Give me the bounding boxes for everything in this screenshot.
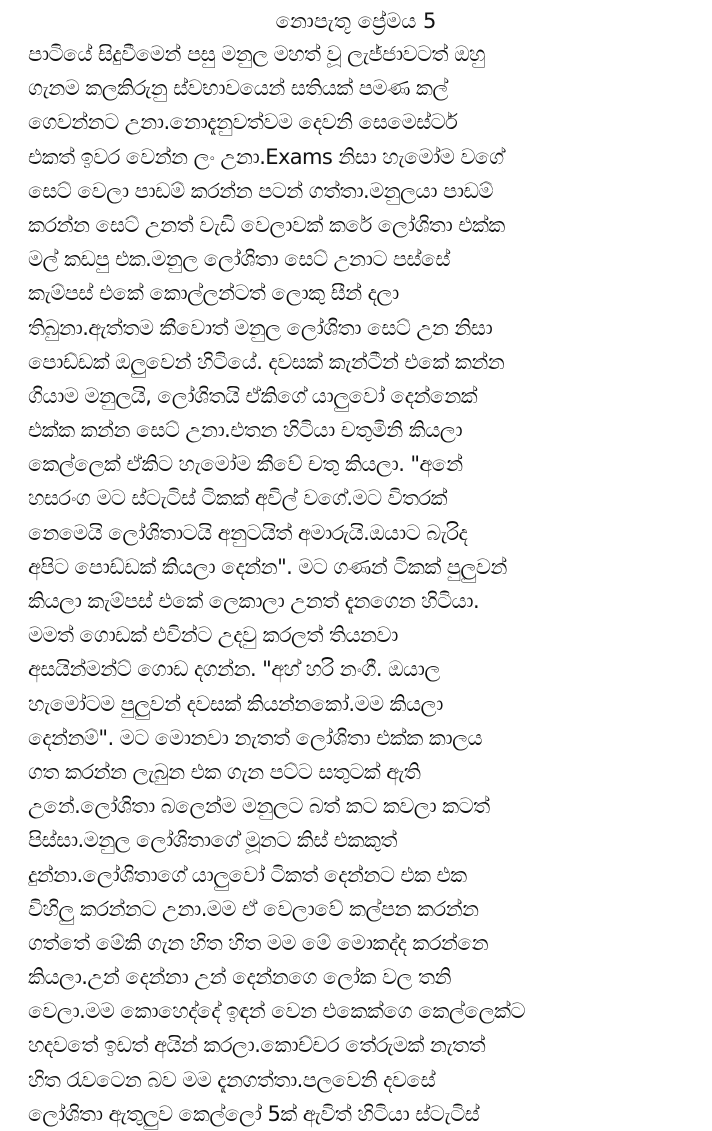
story-line: තිබුනා.ඇත්තම කීවොත් මනුල ලෝශිතා සෙට් උන නිසා bbox=[28, 315, 493, 340]
story-line: සෙට් වෙලා පාඩම් කරන්න පටන් ගත්තා.මනුලයා පාඩම් bbox=[28, 178, 493, 203]
story-line: ගැනම කලකිරුනු ස්වභාවයෙන් සතියක් පමණ කල් bbox=[28, 76, 448, 101]
story-line: හදවතේ ඉඩත් අයින් කරලා.කොච්චර තේරුමක් නැතත් bbox=[28, 1033, 486, 1058]
story-line: පිස්සා.මනුල ලෝශිතාගේ මූනට කිස් එකකුත් bbox=[28, 828, 397, 853]
story-line: දෙන්නම්". මට මොනවා නැතත් ලෝශිතා එක්ක කාලය bbox=[28, 725, 483, 750]
story-line: මල් කඩපු එක.මනුල ලෝශිතා සෙට් උනාට පස්සේ bbox=[28, 247, 450, 272]
story-line: කරන්න සෙට් උනත් වැඩි වෙලාවක් කරේ ලෝශිතා එක්ක bbox=[28, 212, 505, 237]
story-line: අපිට පොඩ්ඩක් කියලා දෙන්න". මට ගණන් ටිකක් පුලුවන් bbox=[28, 554, 507, 579]
story-line: කැම්පස් එකේ කොල්ලන්ටත් ලොකු සීන් දලා bbox=[28, 281, 399, 306]
story-line: විහිලු කරන්නට උනා.මම ඒ වෙලාවේ කල්පන කරන්න bbox=[28, 896, 479, 921]
story-body bbox=[28, 37, 704, 1131]
story-line: කියලා කැම්පස් එකේ ලෙකාලා උනත් දැනගෙන හිටියා. bbox=[28, 589, 480, 613]
story-line: කෙල්ලෙක් ඒකිට හැමෝම කීවේ චතු කියලා. "අනේ bbox=[28, 452, 463, 477]
story-line: ගත්තේ මේකි ගැන හිත හිත මම මේ මොකද්ද කරන්නෙ bbox=[28, 930, 489, 955]
story-line: කියලා.උන් දෙන්නා උන් දෙන්නගෙ ලෝක වල තනි bbox=[28, 965, 451, 990]
story-line: ගත කරන්න ලැබුන එක ගැන පට්ට සතුටක් ඇති bbox=[28, 759, 421, 784]
story-line: හසරංග මට ස්ටැටිස් ටිකක් අවිල් වගේ.මට විතරක් bbox=[28, 486, 447, 511]
story-line: ගියාම මනුලයි, ලෝශිතයි ඒකිගේ යාලුවෝ දෙන්නෙක් bbox=[28, 383, 478, 408]
story-line: දුන්නා.ලෝශිතාගේ යාලුවෝ ටිකත් දෙන්නට එක එක bbox=[28, 862, 467, 887]
story-title: නොපැතූ ප්‍රේමය 5 bbox=[275, 9, 437, 33]
story-line: ලෝශිතා ඇතුලුව කෙල්ලෝ 5ක් ඇවිත් හිටියා ස්ටැටිස් bbox=[28, 1101, 480, 1126]
story-line: හිත රැවටෙන බව මම දැනගත්තා.පලවෙනි දවසේ bbox=[28, 1067, 436, 1092]
story-line: නෙමෙයි ලෝශිතාටයි අනුටයිත් අමාරුයි.ඔයාට බැරිද bbox=[28, 520, 468, 545]
story-line: පොඩ්ඩක් ඔලුවෙන් හිටියේ. දවසක් කැන්ටීන් එකේ කන්න bbox=[28, 349, 505, 374]
story-line: මමත් ගොඩක් එවින්ට උදවු කරලත් තියනවා bbox=[28, 623, 398, 648]
story-line: උනේ.ලෝශිතා බලෙන්ම මනුලට බත් කට කවලා කටත් bbox=[28, 794, 490, 819]
story-line: වෙලා.මම කොහෙද්දේ ඉඳන් වෙන එකෙක්ගෙ කෙල්ලෙක්ට bbox=[28, 999, 525, 1024]
story-line: පාටියේ සිදුවීමෙන් පසු මනුල මහත් වූ ලැජ්ජාවටත් ඔහු bbox=[28, 42, 485, 66]
story-line: ගෙවන්නට උනා.නොදැනුවත්වම දෙවනි සෙමෙස්ටර් bbox=[28, 110, 458, 135]
story-line: හැමෝටම පුලුවන් දවසක් කියන්නකෝ.මම කියලා bbox=[28, 691, 443, 716]
story-line: එක්ක කන්න සෙට් උනා.එතන හිටියා චතුමිනි කියලා bbox=[28, 418, 463, 443]
story-line: එකත් ඉවර වෙන්න ලං උනා.Exams නිසා හැමෝම වගේ bbox=[28, 144, 504, 169]
story-line: අසයින්මන්ට් ගොඩ දගන්න. "අහ් හරි නංගී. ඔයාල bbox=[28, 657, 440, 682]
